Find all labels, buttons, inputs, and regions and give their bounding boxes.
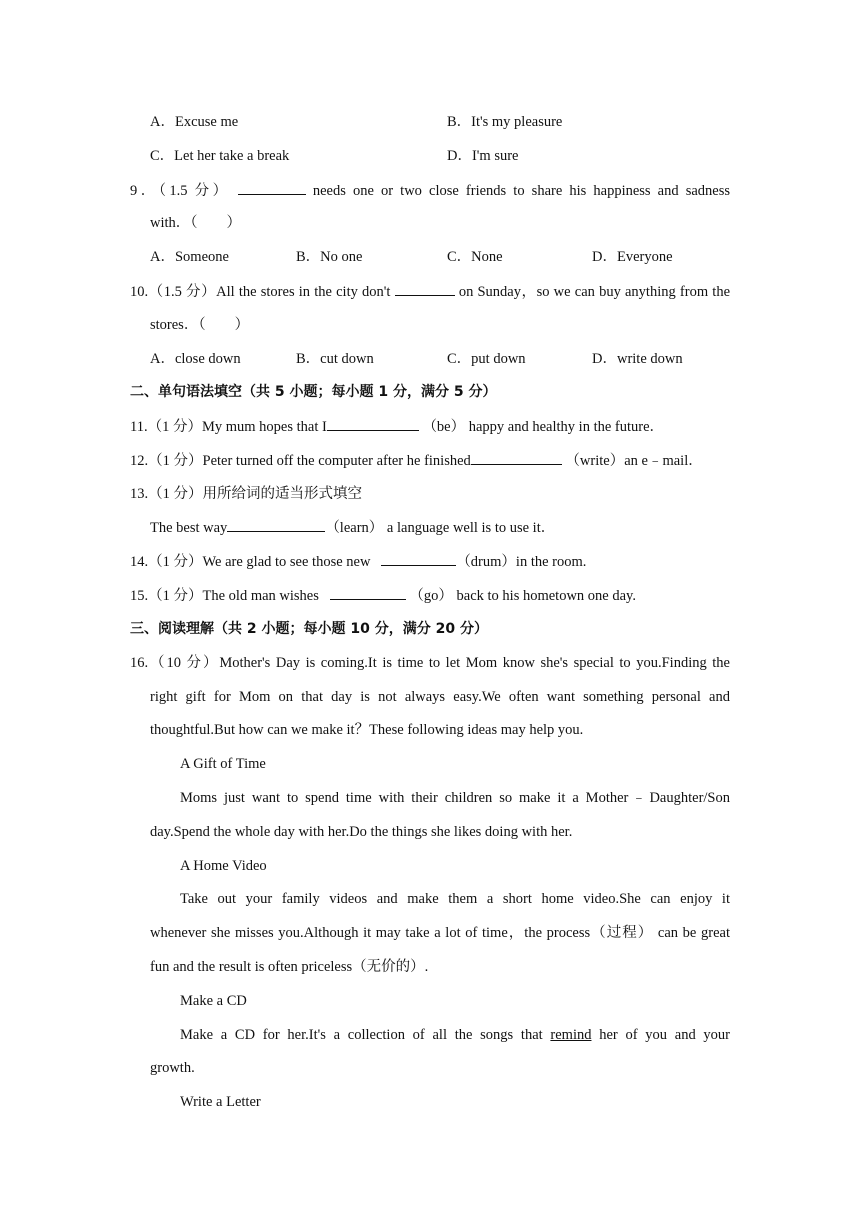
- q16-line-2: right gift for Mom on that day is not always easy.We often want something personal and: [150, 689, 730, 705]
- q13-post: （learn） a language well is to use it．: [325, 520, 556, 536]
- q11: [130, 416, 664, 437]
- q15-blank[interactable]: [330, 585, 406, 600]
- q10-option-d: D．write down: [592, 351, 683, 367]
- q13: [150, 517, 555, 538]
- q8-option-d: D．I'm sure: [447, 148, 519, 164]
- passage-p3-line-2: growth.: [150, 1060, 195, 1076]
- q9-blank[interactable]: [238, 180, 306, 195]
- q9-option-b: B．No one: [296, 249, 363, 265]
- q9-option-a: A．Someone: [150, 249, 229, 265]
- q14-blank[interactable]: [381, 551, 456, 566]
- q10-option-c: C．put down: [447, 351, 526, 367]
- q12: [130, 450, 703, 471]
- underlined-word-remind: remind: [550, 1027, 592, 1043]
- q16-line-1: 16.（10 分）Mother's Day is coming.It is time to let Mom know she's special to you.Finding the: [130, 655, 730, 671]
- q10-after: on Sunday，so we can buy anything from the: [458, 284, 731, 300]
- q10-option-a: A．close down: [150, 351, 241, 367]
- q15-post: （go） back to his hometown one day.: [409, 588, 636, 604]
- section-3-heading: 三、阅读理解（共 2 小题；每小题 10 分，满分 20 分）: [130, 621, 488, 637]
- q11-blank[interactable]: [327, 416, 419, 431]
- q12-blank[interactable]: [471, 450, 562, 465]
- q15: [130, 585, 636, 606]
- q13-line: 13.（1 分）用所给词的适当形式填空: [130, 486, 362, 502]
- passage-p1-line-1: Moms just want to spend time with their children so make it a Mother﹣Daughter/Son: [180, 790, 730, 806]
- passage-p2-line-3: fun and the result is often priceless（无价的）.: [150, 959, 429, 975]
- q9-text: needs one or two close friends to share his happiness and sadness: [312, 183, 731, 199]
- q10-prefix: 10.（1.5 分）All the stores in the city don't: [130, 284, 391, 300]
- passage-p3-line-1: [180, 1025, 730, 1045]
- q10-stem: [130, 281, 730, 302]
- q9-stem-cont: with．（ ）: [150, 215, 242, 231]
- q12-pre: 12.（1 分）Peter turned off the computer after he finished: [130, 453, 471, 469]
- q13-blank[interactable]: [227, 517, 325, 532]
- q14-pre: 14.（1 分）We are glad to see those new: [130, 554, 371, 570]
- q9-prefix: 9．（1.5 分）: [130, 183, 231, 199]
- q8-option-c: C．Let her take a break: [150, 148, 290, 164]
- q10-option-b: B．cut down: [296, 351, 374, 367]
- q15-pre: 15.（1 分）The old man wishes: [130, 588, 319, 604]
- q10-stem-cont: stores．（ ）: [150, 317, 250, 333]
- q8-option-b: B．It's my pleasure: [447, 114, 563, 130]
- q9-option-d: D．Everyone: [592, 249, 673, 265]
- q8-option-a: A．Excuse me: [150, 114, 239, 130]
- passage-heading-4: Write a Letter: [180, 1094, 261, 1110]
- q12-post: （write）an e﹣mail．: [565, 453, 703, 469]
- q11-post: （be） happy and healthy in the future．: [422, 419, 665, 435]
- q9-stem: [130, 180, 730, 201]
- passage-p2-line-2: whenever she misses you.Although it may take a lot of time，the process（过程） can be great: [150, 925, 730, 941]
- q13-pre: The best way: [150, 520, 228, 536]
- passage-heading-1: A Gift of Time: [180, 756, 266, 772]
- q16-line-3: thoughtful.But how can we make it？These following ideas may help you.: [150, 722, 584, 738]
- q14-post: （drum）in the room.: [456, 554, 587, 570]
- section-2-heading: 二、单句语法填空（共 5 小题；每小题 1 分，满分 5 分）: [130, 384, 497, 400]
- passage-heading-2: A Home Video: [180, 858, 267, 874]
- q10-blank[interactable]: [395, 281, 455, 296]
- passage-p2-line-1: Take out your family videos and make them a short home video.She can enjoy it: [180, 891, 730, 907]
- passage-p3-post: her of you and your: [599, 1027, 731, 1043]
- passage-heading-3: Make a CD: [180, 993, 247, 1009]
- passage-p1-line-2: day.Spend the whole day with her.Do the things she likes doing with her.: [150, 824, 573, 840]
- q11-pre: 11.（1 分）My mum hopes that I: [130, 419, 327, 435]
- q14: [130, 551, 586, 572]
- q9-option-c: C．None: [447, 249, 503, 265]
- passage-p3-pre: Make a CD for her.It's a collection of all the songs that: [180, 1027, 543, 1043]
